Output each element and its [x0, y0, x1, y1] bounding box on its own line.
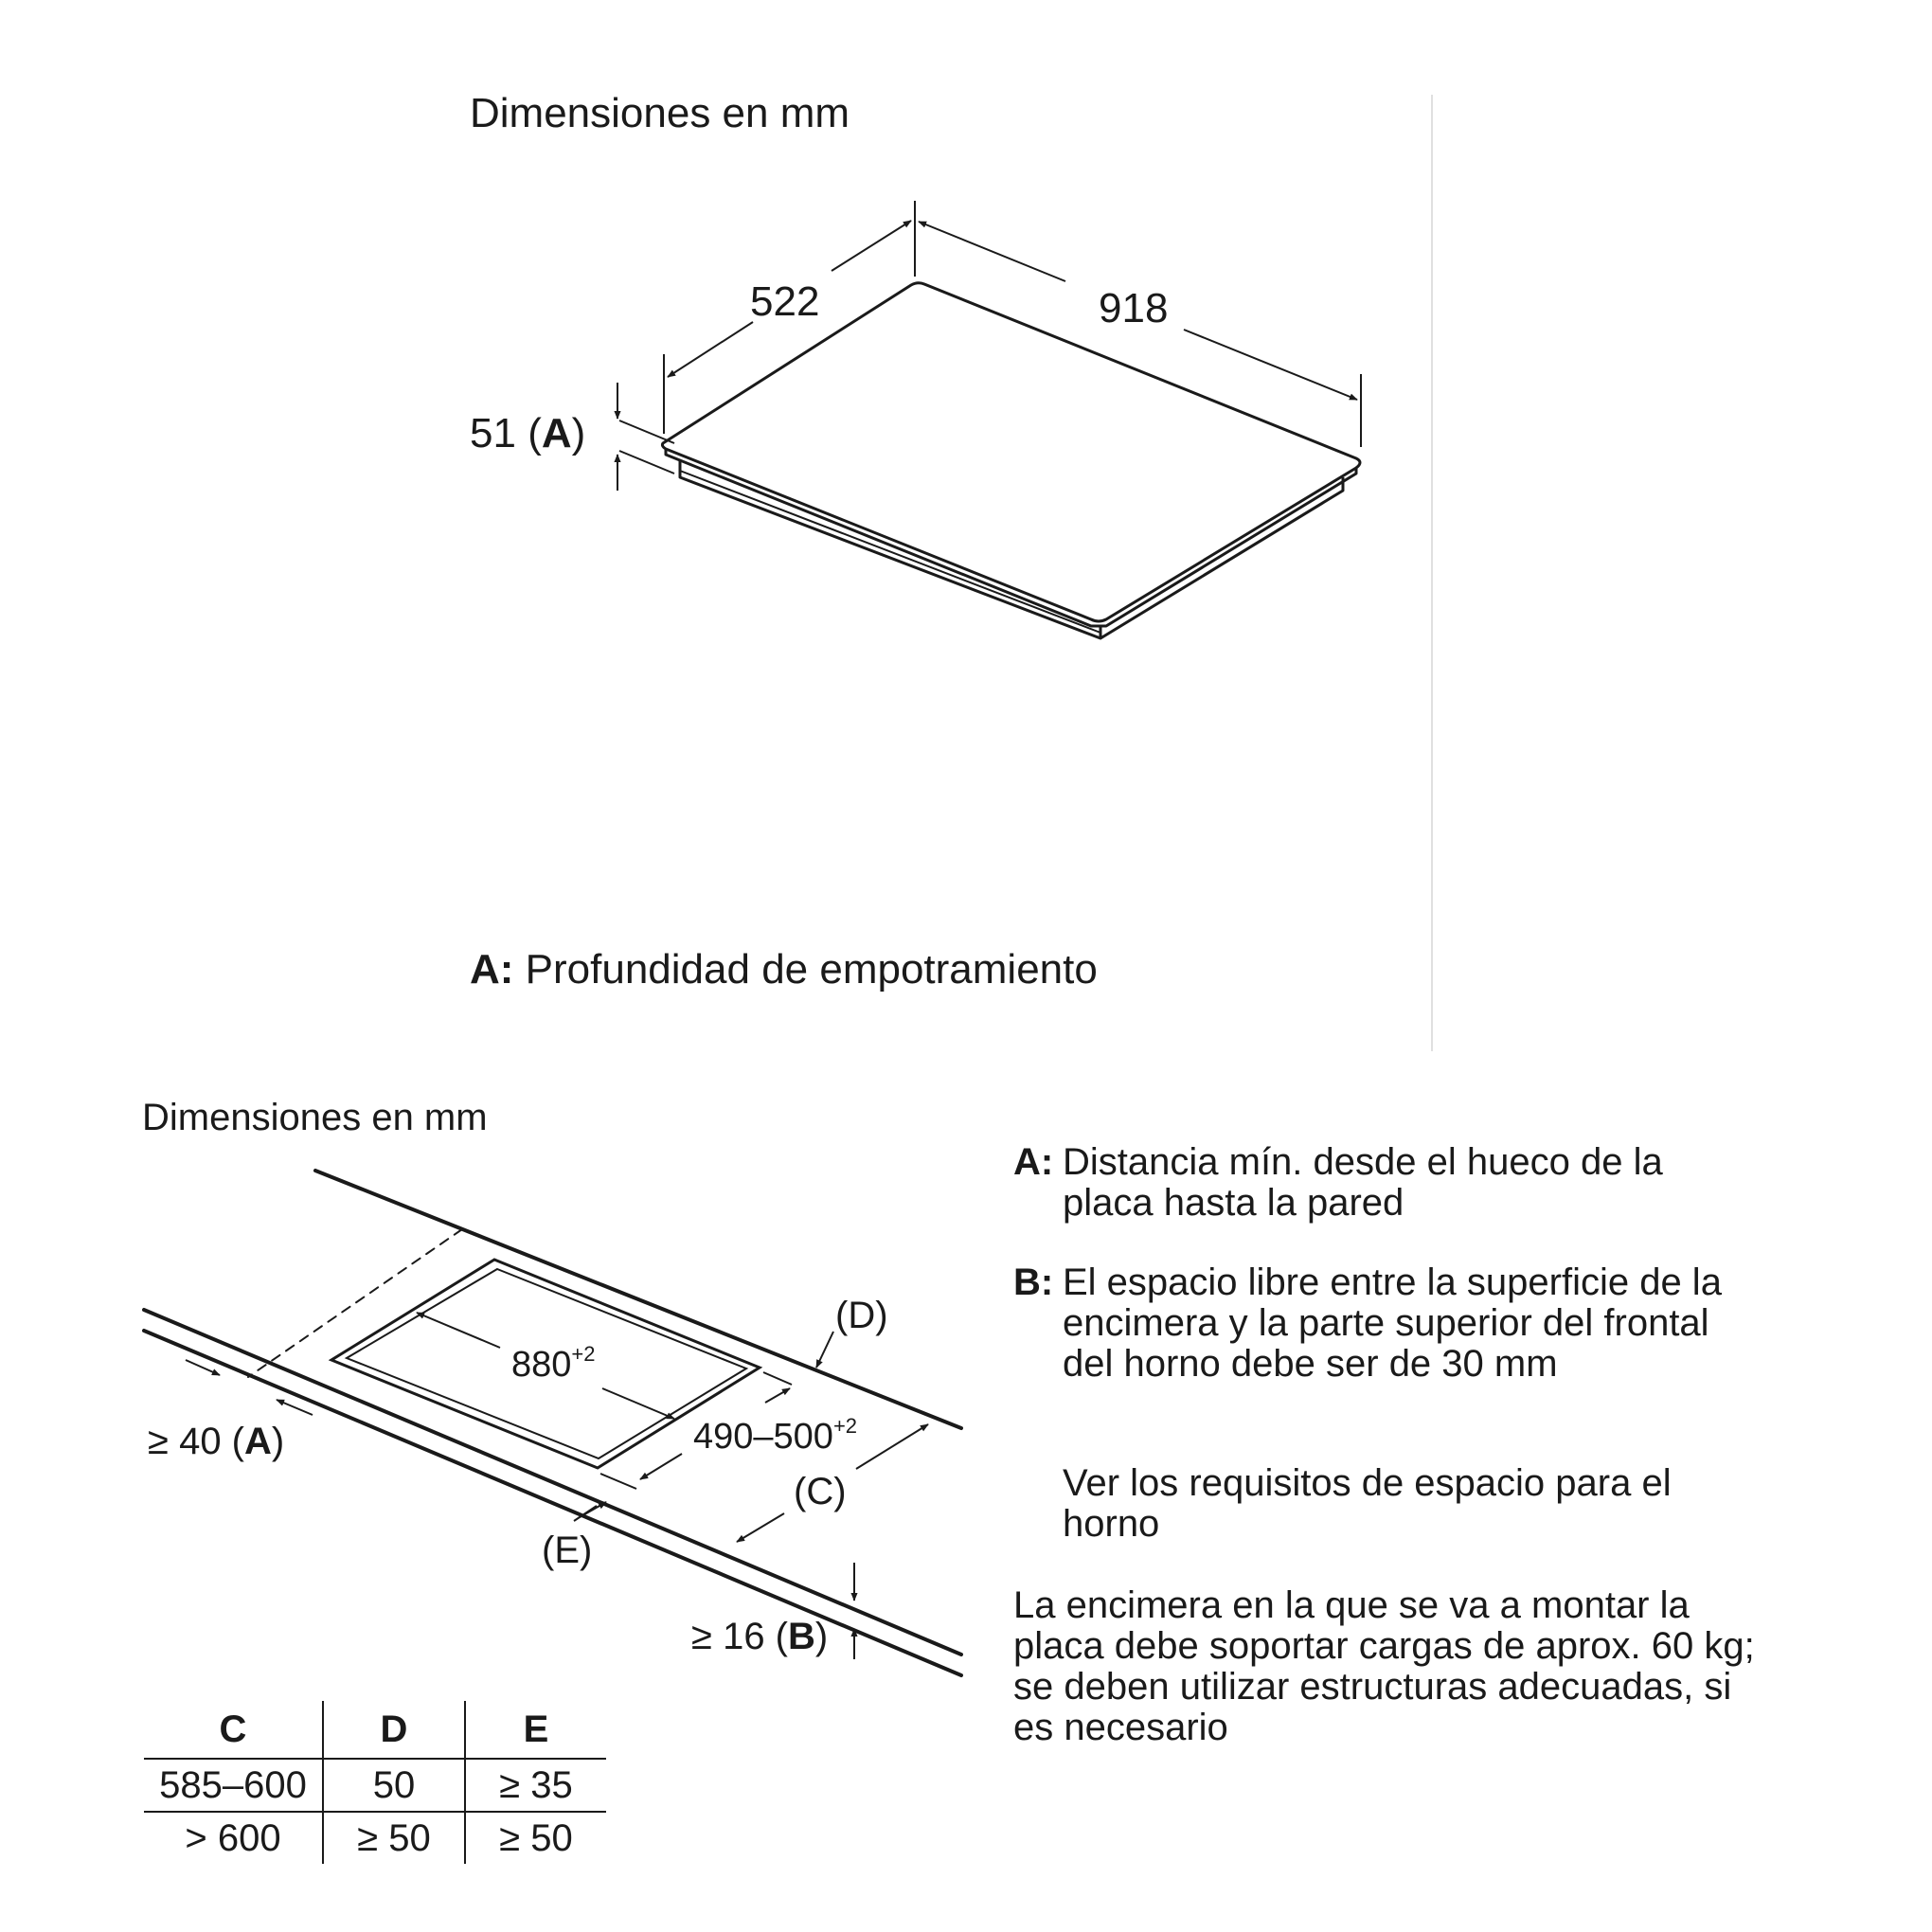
dim-label-51-value: 51: [470, 410, 516, 456]
dim-label-522: 522: [750, 278, 820, 325]
table-cell: 50: [323, 1759, 465, 1812]
table-header-d: D: [323, 1701, 465, 1759]
table-cell: > 600: [185, 1816, 281, 1859]
table-cell: ≥ 50: [323, 1812, 465, 1864]
dim-line-918: [919, 222, 1065, 281]
note-load-line3: se deben utilizar estructuras adecuadas, si: [1013, 1666, 1732, 1708]
table-header-c: C: [144, 1701, 323, 1759]
legend-b-key: B:: [1013, 1261, 1054, 1303]
legend-a: [1013, 1142, 1663, 1224]
dim-label-490-500: $490-500^{+2}$: [693, 1414, 858, 1457]
table-row: [144, 1812, 606, 1864]
note-load-line4: es necesario: [1013, 1707, 1228, 1748]
hob-glass-top: [662, 283, 1360, 621]
note-load-line2: placa debe soportar cargas de aprox. 60 kg;: [1013, 1625, 1755, 1667]
dim-line-d: [816, 1332, 833, 1368]
dim-label-b: ≥ 16 (B): [691, 1616, 829, 1657]
dim-label-e: (E): [542, 1530, 593, 1571]
note-oven: [1063, 1463, 1672, 1545]
legend-b-line1: El espacio libre entre la superficie de la: [1063, 1261, 1722, 1303]
legend-b-line2: encimera y la parte superior del frontal: [1063, 1302, 1709, 1344]
dim-label-880: $880^{+2}$: [511, 1342, 596, 1385]
table-cell: ≥ 35: [465, 1759, 606, 1812]
dim-line-c: [737, 1513, 784, 1542]
dim-line-490: [640, 1454, 682, 1479]
legend-b-line3: del horno debe ser de 30 mm: [1063, 1343, 1558, 1385]
legend-a-line1: Distancia mín. desde el hueco de la: [1063, 1141, 1663, 1183]
table-row: [144, 1759, 606, 1812]
table-header-e: E: [465, 1701, 606, 1759]
top-legend-key: A:: [470, 946, 514, 993]
table-header-row: [144, 1701, 606, 1759]
dim-label-51-a: 51 (A): [470, 410, 586, 456]
hob-drawing: [662, 283, 1360, 638]
legend-b: [1013, 1262, 1722, 1385]
table-cell: 585–600: [144, 1759, 323, 1812]
dim-label-c: (C): [794, 1471, 847, 1512]
dim-line-522: [668, 322, 753, 377]
top-legend: [470, 946, 1098, 993]
dim-label-918: 918: [1099, 285, 1169, 331]
top-heading: Dimensiones en mm: [470, 90, 850, 136]
dimension-table: [144, 1701, 606, 1864]
top-legend-text: Profundidad de empotramiento: [525, 946, 1098, 993]
note-oven-line2: horno: [1063, 1503, 1160, 1545]
note-load: [1013, 1585, 1755, 1748]
dim-label-a: ≥ 40 (A): [148, 1421, 285, 1462]
dim-label-51-key: A: [541, 410, 572, 456]
note-oven-line1: Ver los requisitos de espacio para el: [1063, 1462, 1672, 1504]
dim-label-d: (D): [835, 1295, 888, 1336]
table-cell: ≥ 50: [465, 1812, 606, 1864]
note-load-line1: La encimera en la que se va a montar la: [1013, 1584, 1690, 1626]
legend-a-line2: placa hasta la pared: [1063, 1182, 1404, 1224]
legend-a-key: A:: [1013, 1141, 1054, 1183]
bottom-heading: Dimensiones en mm: [142, 1097, 488, 1138]
